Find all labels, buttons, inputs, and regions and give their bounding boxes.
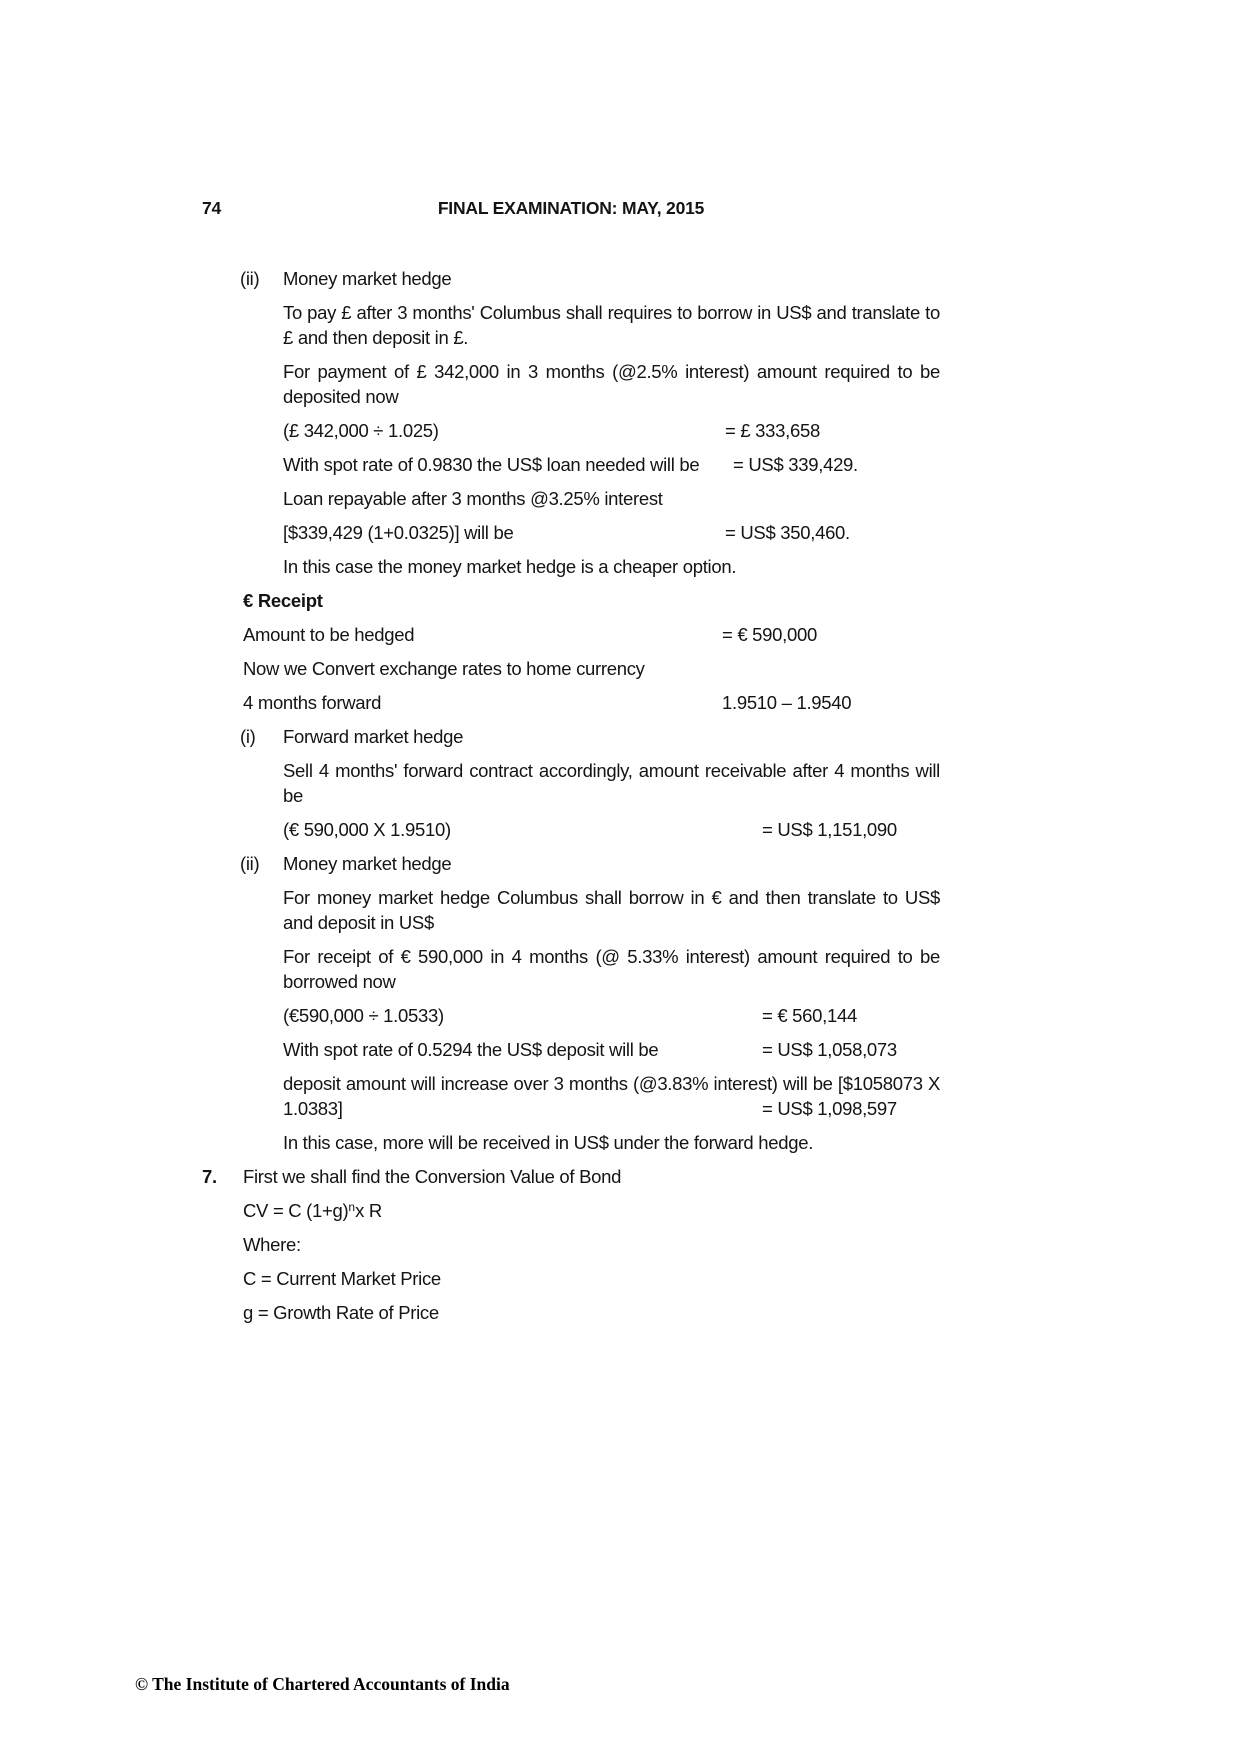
list-marker: (i) (240, 726, 256, 747)
calc-label: (£ 342,000 ÷ 1.025) (283, 420, 439, 441)
list-item-money-market-hedge-payment (240, 266, 940, 291)
calc-label: (€590,000 ÷ 1.0533) (283, 1005, 444, 1026)
list-item-money-market-hedge-receipt (240, 851, 940, 876)
page-number: 74 (202, 198, 222, 218)
calc-value: 1.9510 – 1.9540 (722, 692, 852, 713)
calc-row-amount-hedged (243, 622, 940, 647)
list-item-title: Forward market hedge (283, 726, 464, 747)
paragraph-borrow-translate: To pay £ after 3 months' Columbus shall requires to borrow in US$ and translate to £ and then deposit in £. (283, 302, 940, 348)
line-loan-repayable: Loan repayable after 3 months @3.25% interest (283, 488, 663, 509)
calc-value: = US$ 339,429. (733, 454, 858, 475)
calc-label: With spot rate of 0.9830 the US$ loan needed will be (283, 454, 700, 475)
calc-label: Amount to be hedged (243, 624, 415, 645)
calc-row-deposit-now (283, 418, 940, 443)
header-title: FINAL EXAMINATION: MAY, 2015 (437, 198, 705, 218)
paragraph-borrow-euro: For money market hedge Columbus shall borrow in € and then translate to US$ and deposit in US$ (283, 887, 940, 933)
conclusion-cheaper-option: In this case the money market hedge is a cheaper option. (283, 556, 737, 577)
calc-value: = € 560,144 (762, 1005, 857, 1026)
list-item-title: Money market hedge (283, 268, 452, 289)
calc-label: 4 months forward (243, 692, 382, 713)
calc-row-spot-deposit (283, 1037, 940, 1062)
calc-value: = £ 333,658 (725, 420, 820, 441)
calc-row-forward-rate (243, 690, 940, 715)
list-marker: (ii) (240, 268, 260, 289)
definition-g: g = Growth Rate of Price (243, 1302, 439, 1323)
conclusion-forward-hedge: In this case, more will be received in US$ under the forward hedge. (283, 1132, 814, 1153)
formula-post: x R (355, 1200, 382, 1221)
document-body (202, 266, 940, 1334)
calc-value: = US$ 1,151,090 (762, 819, 897, 840)
calc-row-borrow-now (283, 1003, 940, 1028)
calc-label-line2: 1.0383] (283, 1098, 343, 1119)
formula-pre: CV = C (1+g) (243, 1200, 349, 1221)
calc-label-line1: deposit amount will increase over 3 months (@3.83% interest) will be [$1058073 X (283, 1073, 940, 1094)
paragraph-sell-forward: Sell 4 months' forward contract accordingly, amount receivable after 4 months will be (283, 760, 940, 806)
calc-row-forward-receipt (283, 817, 940, 842)
definition-c: C = Current Market Price (243, 1268, 441, 1289)
calc-value: = US$ 1,098,597 (762, 1098, 897, 1119)
paragraph-receipt-requirement: For receipt of € 590,000 in 4 months (@ 5.33% interest) amount required to be borrowed now (283, 946, 940, 992)
question-number: 7. (202, 1166, 217, 1187)
section-heading-euro-receipt: € Receipt (243, 590, 323, 611)
formula-exponent: n (348, 1200, 356, 1214)
calc-label: With spot rate of 0.5294 the US$ deposit will be (283, 1039, 659, 1060)
calc-value: = € 590,000 (722, 624, 817, 645)
calc-row-deposit-growth (283, 1071, 940, 1121)
calc-value: = US$ 1,058,073 (762, 1039, 897, 1060)
calc-label: [$339,429 (1+0.0325)] will be (283, 522, 514, 543)
where-label: Where: (243, 1234, 301, 1255)
paragraph-payment-requirement: For payment of £ 342,000 in 3 months (@2.5% interest) amount required to be deposited now (283, 361, 940, 407)
formula-conversion-value (243, 1198, 940, 1223)
question-intro: First we shall find the Conversion Value of Bond (243, 1166, 622, 1187)
calc-value: = US$ 350,460. (725, 522, 850, 543)
calc-label: (€ 590,000 X 1.9510) (283, 819, 451, 840)
list-item-forward-market-hedge (240, 724, 940, 749)
list-item-title: Money market hedge (283, 853, 452, 874)
page-header (202, 198, 940, 219)
calc-row-spot-loan (283, 452, 940, 477)
question-7 (202, 1164, 940, 1189)
calc-row-loan-repayment (283, 520, 940, 545)
line-convert-rates: Now we Convert exchange rates to home currency (243, 658, 645, 679)
list-marker: (ii) (240, 853, 260, 874)
copyright-footer: © The Institute of Chartered Accountants of India (135, 1674, 510, 1694)
